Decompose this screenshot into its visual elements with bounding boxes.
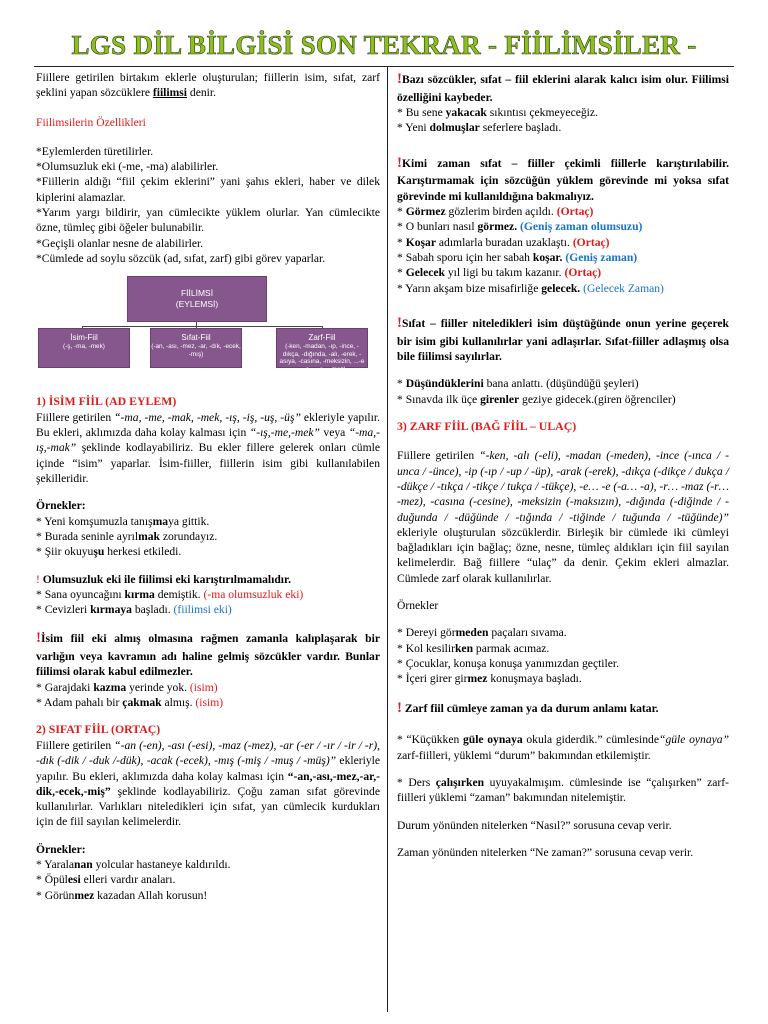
feature-item: *Fiillerin aldığı “fiil çekim eklerini” yani şahıs ekleri, haber ve dilek kiplerini alamazlar. — [36, 175, 380, 204]
diagram-sifat-fiil-box: Sıfat-Fiil (-an, -ası, -mez, -ar, -dık, -ecek, -mış) — [150, 328, 242, 368]
column-divider — [387, 66, 388, 1012]
sifat-fiil-paragraph: Fiillere getirilen “-an (-en), -ası (-esi), -maz (-mez), -ar (-er / -ır / -ir / -r), -dık (-dik / -duk /-dük), -acak (-ecek), -mış (-miş / -muş / -müş)” ekleriyle yapılır. Bu ekleri, aklımızda daha kolay kalması için “-an,-ası,-mez,-ar,-dik,-ecek,-miş” şeklinde kodlayabiliriz. Çoğu zaman sıfat görevinde kullanılırlar. Varlıkları niteledikleri için sıfat, yan cümlecik kurdukları için de fiil sayılan kelimelerdir. — [36, 738, 381, 829]
warning-permanent-sifat: !Bazı sözcükler, sıfat – fiil eklerini alarak kalıcı isim olur. Fiilimsi özelliğini kaybeder. — [397, 71, 729, 104]
example-line: * Sınavda ilk üçe girenler geziye gidecek.(giren öğrenciler) — [397, 392, 676, 406]
zarf-fiil-paragraph: Fiillere getirilen “-ken, -alı (-eli), -madan (-meden), -ince (-ınca / -unca / -ünce), -ip (-ıp / -up / -üp), -arak (-erek), -dıkça (-dikçe / dukça / -dükçe / -tıkça / -tikçe / tukça / -tükçe), -e… -e (-a… -a), -r… -maz (-r… -mez), -casına (-cesine), -meksizin (-maksızın), -dığında (-diğinde / -duğunda / -düğünde / -tığında / -tiğinde / tuğunda / -tüğünde)” ekleriyle oluşturulan sözcüklerdir. Birleşik bir cümlede iki cümleyi bağladıkları için bağlaç; özne, nesne, tümleç aldıkları için fiil sayılan kelimelerdir. Bağ fiillere “ulaç” da denir. Çekim ekleri almazlar. Cümlede zarf olarak kullanılırlar. — [397, 449, 729, 585]
example-line: * İçeri girer girmez konuşmaya başladı. — [397, 672, 582, 686]
example-line: * Çocuklar, konuşa konuşa yanımızdan geçtiler. — [397, 656, 620, 670]
examples-label: Örnekler: — [36, 842, 86, 856]
left-column — [36, 70, 380, 903]
zarf-fiil-heading: 3) ZARF FİİL (BAĞ FİİL – ULAÇ) — [397, 418, 577, 433]
fiilimsi-diagram — [36, 272, 380, 390]
permanent-noun-warning: !İsim fiil eki almış olmasına rağmen zamanla kalıplaşarak bir varlığın veya kavramın adı haline gelmiş sözcükler vardır. Bunlar fiilimsi olarak kabul edilmezler. — [36, 630, 380, 679]
example-line: * Bu sene yakacak sıkıntısı çekmeyeceğiz. — [397, 106, 598, 120]
diagram-root-box: FİİLİMSİ (EYLEMSİ) — [127, 276, 267, 322]
page-title: LGS DİL BİLGİSİ SON TEKRAR - FİİLİMSİLER - — [71, 30, 697, 60]
warning-adlasma: !Sıfat – fiiller niteledikleri isim düştüğünde onun yerine geçerek bir isim gibi kullanılırlar yani adlaşırlar. Sıfat-fiiller adlaşmış olsa bile fiilimsi sayılırlar. — [397, 314, 729, 363]
feature-item: *Olumsuzluk eki (-me, -ma) alabilirler. — [36, 160, 219, 174]
sifat-fiil-heading: 2) SIFAT FİİL (ORTAÇ) — [36, 722, 161, 737]
isim-fiil-paragraph: Fiillere getirilen “-ma, -me, -mak, -mek, -ış, -iş, -uş, -üş” ekleriyle yapılır. Bu ekleri, aklımızda daha kolay kalması için “-ış,-me,-mek” veya “-ma,-ış,-mak” şeklinde kodlayabiliriz. Bu ekler fillere gelerek onları cümle içinde “isim” yaparlar. İsim-fiiller, fiillerin isim gibi kullanılabilen şekilleridir. — [36, 410, 380, 486]
title-rule — [34, 66, 734, 67]
warning-confusion: !Kimi zaman sıfat – fiiller çekimli fiillerle karıştırılabilir. Karıştırmamak için sözcüğün yüklem görevinde mi yoksa sıfat görevinde mi kullanıldığına bakmalıyız. — [397, 154, 729, 203]
example-line: * Dereyi görmeden paçaları sıvama. — [397, 626, 567, 640]
feature-item: *Yarım yargı bildirir, yan cümlecikte yüklem olurlar. Yan cümlecikte özne, tümleç gibi öğeler bulunabilir. — [36, 206, 380, 235]
zarf-example-zaman: * Ders çalışırken uyuyakalmışım. cümlesinde ise “çalışırken” zarf-fiilleri yüklemi “zaman” bakımından nitelemiştir. — [397, 775, 729, 805]
feature-item: *Eylemlerden türetilirler. — [36, 144, 154, 158]
example-line: * Garajdaki kazma yerinde yok. (isim) — [36, 680, 218, 694]
examples-label: Örnekler — [397, 599, 439, 613]
example-line: * Cevizleri kırmaya başladı. (fiilimsi eki) — [36, 603, 232, 617]
zaman-note: Zaman yönünden nitelerken “Ne zaman?” sorusuna cevap verir. — [397, 845, 694, 859]
example-line: * Yarın akşam bize misafirliğe gelecek. (Gelecek Zaman) — [397, 281, 664, 295]
example-line: * Gelecek yıl ligi bu takım kazanır. (Ortaç) — [397, 266, 602, 280]
example-line: * Sabah sporu için her sabah koşar. (Geniş zaman) — [397, 250, 638, 264]
negation-warning: ! Olumsuzluk eki ile fiilimsi eki karıştırılmamalıdır. — [36, 572, 291, 586]
example-line: * Yaralanan yolcular hastaneye kaldırıldı. — [36, 858, 231, 872]
example-line: * Sana oyuncağını kırma demiştik. (-ma olumsuzluk eki) — [36, 587, 304, 601]
example-line: * Düşündüklerini bana anlattı. (düşündüğü şeyleri) — [397, 377, 639, 391]
examples-label: Örnekler: — [36, 499, 86, 513]
isim-fiil-heading: 1) İSİM FİİL (AD EYLEM) — [36, 394, 177, 409]
example-line: * Görmez gözlerim birden açıldı. (Ortaç) — [397, 205, 594, 219]
example-line: * Görünmez kazadan Allah korusun! — [36, 888, 208, 902]
example-line: * Kol kesilirken parmak acımaz. — [397, 641, 550, 655]
feature-item: *Geçişli olanlar nesne de alabilirler. — [36, 236, 204, 250]
example-line: * Yeni komşumuzla tanışmaya gittik. — [36, 514, 210, 528]
features-heading: Fiilimsilerin Özellikleri — [36, 115, 146, 129]
zarf-example-durum: * “Küçükken güle oynaya okula giderdik.” cümlesinde“güle oynaya” zarf-fiilleri, yüklemi “durum” bakımından etkilemiştir. — [397, 733, 730, 762]
diagram-isim-fiil-box: İsim-Fiil (-ş, -ma, -mek) — [38, 328, 130, 368]
example-line: * Yeni dolmuşlar seferlere başladı. — [397, 121, 562, 135]
example-line: * Öpülesi elleri vardır anaları. — [36, 873, 176, 887]
feature-item: *Cümlede ad soylu sözcük (ad, sıfat, zarf) gibi görev yaparlar. — [36, 251, 326, 265]
example-line: * Burada seninle ayrılmak zorundayız. — [36, 529, 218, 543]
example-line: * Adam pahalı bir çakmak almış. (isim) — [36, 696, 224, 710]
diagram-zarf-fiil-box: Zarf-Fiil (-ken, -madan, -ıp, -ince, -dıkça, -dığında, -alı, -erek, -asıya, -casına, -meksizin, ...-e ...-e, ...-r ...-mez) — [276, 328, 368, 368]
example-line: * O bunları nasıl görmez. (Geniş zaman olumsuzu) — [397, 220, 643, 234]
example-line: * Koşar adımlarla buradan uzaklaştı. (Ortaç) — [397, 235, 610, 249]
warning-zarf-meaning: ! Zarf fiil cümleye zaman ya da durum anlamı katar. — [397, 699, 659, 716]
durum-note: Durum yönünden nitelerken “Nasıl?” sorusuna cevap verir. — [397, 818, 672, 832]
intro-paragraph: Fiillere getirilen birtakım eklerle oluşturulan; fiillerin isim, sıfat, zarf şeklini yapan sözcüklere fiilimsi denir. — [36, 71, 380, 100]
example-line: * Şiir okuyuşu herkesi etkiledi. — [36, 545, 182, 559]
right-column — [397, 70, 729, 860]
